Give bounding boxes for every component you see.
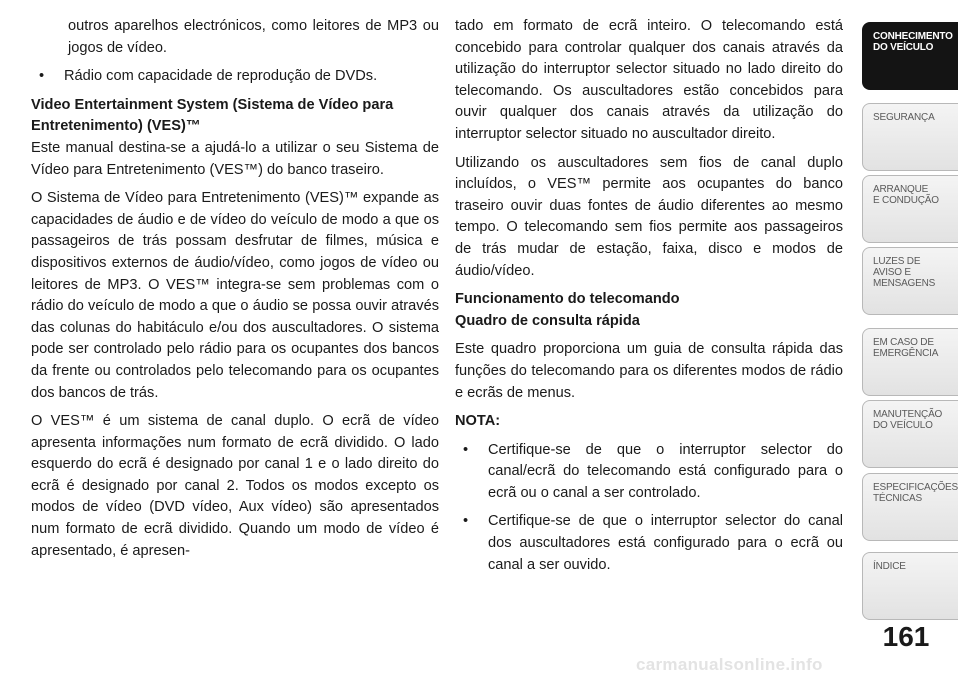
paragraph: Utilizando os auscultadores sem fios de canal duplo incluídos, o VES™ permite aos ocupantes do banco traseiro ouvir duas fontes de áudio diferentes ao mesmo tempo. O telecomando sem fios permite aos passageiros de trás mudar de estação, faixa, disco e modos de áudio/vídeo. [455,154,843,279]
section-heading: Funcionamento do telecomando [455,291,680,308]
bullet-dot: • [39,68,45,85]
paragraph-continued: tado em formato de ecrã inteiro. O telecomando está concebido para controlar qualquer dos canais através da utilização do interruptor selector situado no lado direito do telecomando. Os auscultadores estão concebidos para ouvir qualquer dos canais através da utilização do interruptor selector situado no auscultador direito. [455,18,843,142]
right-column [455,16,843,583]
bullet-text: Rádio com capacidade de reprodução de DVDs. [64,68,378,85]
paragraph: O Sistema de Vídeo para Entretenimento (VES)™ expande as capacidades de áudio e de vídeo do veículo de modo a que os passageiros de trás possam desfrutar de filmes, música e dispositivos externos de áudio/vídeo, como jogos de vídeo ou leitores de MP3. O VES™ integra-se sem problemas com o rádio do veículo de modo a que o áudio se possa ouvir através das colunas do habitáculo e/ou dos auscultadores. O sistema pode ser controlado pelo rádio para os ocupantes dos bancos da frente ou controlados pelo telecomando para os ocupantes dos bancos de trás. [31,190,439,401]
tab-label: MANUTENÇÃO DO VEÍCULO [873,409,943,431]
tab-label: ESPECIFICAÇÕES TÉCNICAS [873,482,958,504]
tab-arranque-e-conducao[interactable] [862,175,958,243]
bullet-item [455,440,843,505]
left-column [31,16,439,569]
bullet-item [455,511,843,576]
tab-label: EM CASO DE EMERGÊNCIA [873,337,939,359]
tab-label: CONHECIMENTO DO VEÍCULO [873,31,953,53]
bullet-item [31,66,439,88]
tab-manutencao-do-veiculo[interactable] [862,400,958,468]
bullet-text: Certifique-se de que o interruptor selector do canal/ecrã do telecomando está configurado para o ecrã ou o canal a ser controlado. [488,441,843,501]
tab-em-caso-de-emergencia[interactable] [862,328,958,396]
bullet-dot: • [463,441,469,458]
chapter-tabs [858,22,960,620]
paragraph-continued: outros aparelhos electrónicos, como leitores de MP3 ou jogos de vídeo. [68,18,439,56]
tab-seguranca[interactable] [862,103,958,171]
tab-label: ÍNDICE [873,561,906,572]
paragraph: Este quadro proporciona um guia de consulta rápida das funções do telecomando para os diferentes modos de rádio e ecrãs de menus. [455,341,843,401]
note-label: NOTA: [455,413,501,430]
page-number: 161 [882,621,930,652]
section-heading: Video Entertainment System (Sistema de Vídeo para Entretenimento) (VES)™ [31,96,394,135]
tab-indice[interactable] [862,552,958,620]
bullet-text: Certifique-se de que o interruptor selector do canal dos auscultadores está configurado para o ecrã ou canal a ser ouvido. [488,513,843,573]
tab-label: SEGURANÇA [873,112,935,123]
paragraph: O VES™ é um sistema de canal duplo. O ecrã de vídeo apresenta informações num formato de ecrã dividido. O lado esquerdo do ecrã é designado por canal 1 e o lado direito do ecrã é designado por canal 2. Todos os modos excepto os modos de vídeo (DVD vídeo, Aux vídeo) são apresentados num formato de ecrã dividido. Quando um modo de vídeo é apresentado, é apresen- [31,413,439,559]
tab-especificacoes-tecnicas[interactable] [862,473,958,541]
tab-label: LUZES DE AVISO E MENSAGENS [873,256,936,289]
tab-conhecimento-do-veiculo[interactable] [862,22,958,90]
watermark: carmanualsonline.info [636,655,823,674]
tab-luzes-de-aviso[interactable] [862,247,958,315]
tab-label: ARRANQUE E CONDUÇÃO [873,184,939,206]
section-subheading: Quadro de consulta rápida [455,312,640,329]
bullet-dot: • [463,513,469,530]
paragraph: Este manual destina-se a ajudá-lo a utilizar o seu Sistema de Vídeo para Entretenimento (VES™) do banco traseiro. [31,139,439,178]
